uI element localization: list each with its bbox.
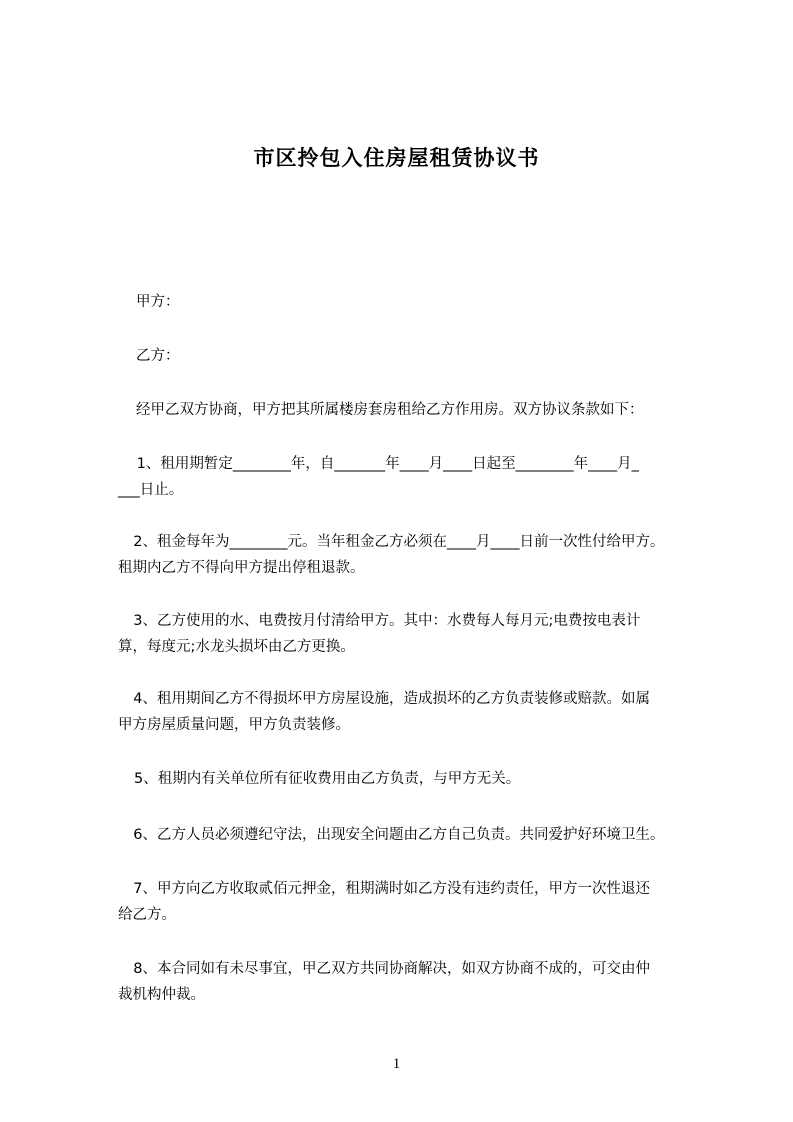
clause-line: 5、租期内有关单位所有征收费用由乙方负责，与甲方无关。 <box>134 771 521 787</box>
party-a-label: 甲方： <box>136 294 180 310</box>
clause-line: 2、租金每年为________元。当年租金乙方必须在____月____日前一次性付给甲方。 <box>124 534 665 550</box>
clause-line: ___日止。 <box>118 482 184 498</box>
clause-line: 给乙方。 <box>118 907 176 923</box>
clause-line: 8、本合同如有未尽事宜，甲乙双方共同协商解决，如双方协商不成的，可交由仲 <box>124 961 650 977</box>
clause-line: 7、甲方向乙方收取贰佰元押金，租期满时如乙方没有违约责任，甲方一次性退还 <box>124 881 650 897</box>
clause-line: 租期内乙方不得向甲方提出停租退款。 <box>118 560 365 576</box>
party-b-label: 乙方： <box>136 348 180 364</box>
clause-line: 甲方房屋质量问题，甲方负责装修。 <box>118 717 350 733</box>
page-number: 1 <box>392 1056 401 1072</box>
clause-line: 4、租用期间乙方不得损坏甲方房屋设施，造成损坏的乙方负责装修或赔款。如属 <box>124 691 650 707</box>
clause-line: 裁机构仲裁。 <box>118 987 205 1003</box>
clause-line: 3、乙方使用的水、电费按月付清给甲方。其中：水费每人每月元;电费按电表计 <box>124 613 641 629</box>
clause-line: 6、乙方人员必须遵纪守法，出现安全问题由乙方自己负责。共同爱护好环境卫生。 <box>124 827 665 843</box>
clause-line: 1、租用期暂定________年，自_______年____月____日起至________年____月_ <box>132 456 639 472</box>
clause-line: 算，每度元;水龙头损坏由乙方更换。 <box>118 639 355 655</box>
intro-paragraph: 经甲乙双方协商，甲方把其所属楼房套房租给乙方作用房。双方协议条款如下： <box>136 402 644 418</box>
document-title: 市区拎包入住房屋租赁协议书 <box>253 146 540 170</box>
